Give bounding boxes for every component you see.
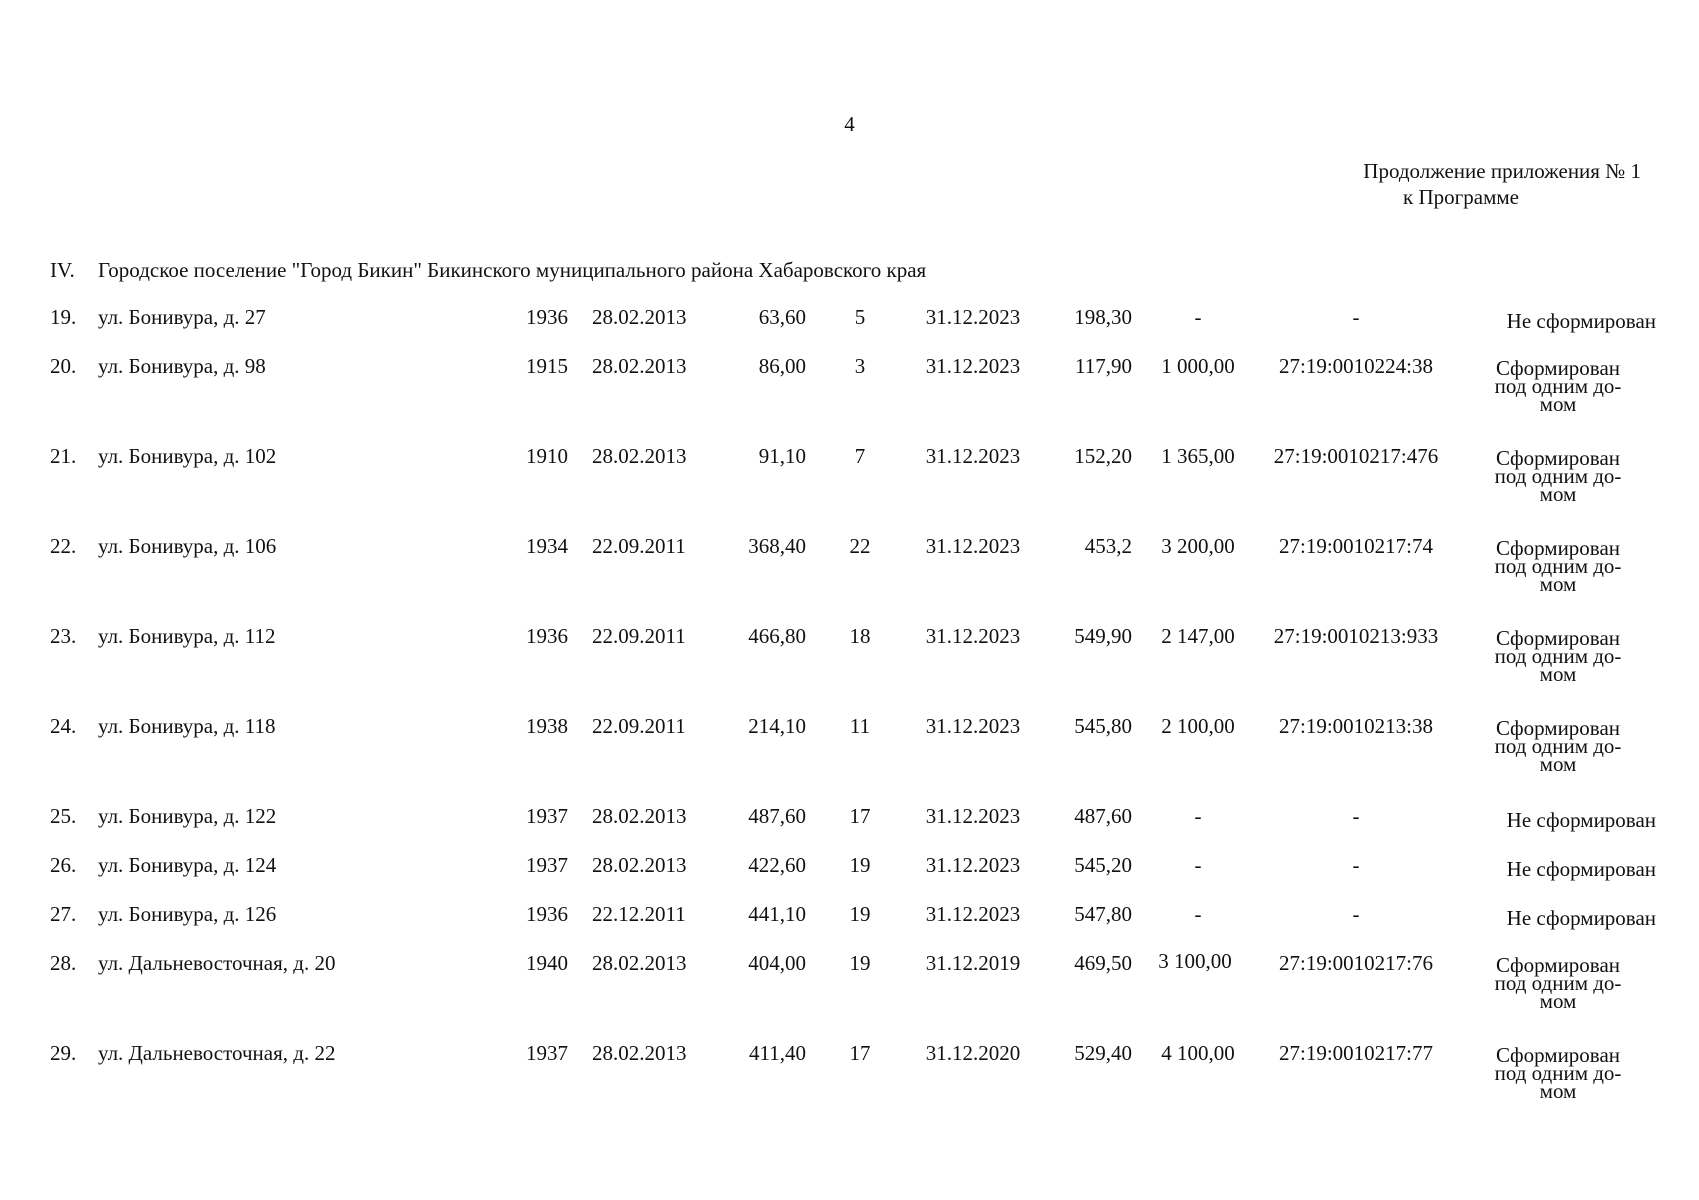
- row-address: ул. Бонивура, д. 98: [98, 354, 266, 378]
- table-row: [0, 851, 1699, 900]
- row-status: [1460, 356, 1656, 416]
- row-area: 441,10: [748, 902, 806, 926]
- row-year: 1940: [526, 951, 568, 975]
- row-date-recognized: 22.12.2011: [592, 902, 686, 926]
- row-date-recognized: 22.09.2011: [592, 714, 686, 738]
- row-cadastral-number: 27:19:0010217:77: [1278, 1041, 1433, 1065]
- row-number: 21.: [50, 444, 77, 468]
- row-status-line: под одним до-: [1494, 374, 1622, 398]
- row-total-area: 545,80: [1074, 714, 1132, 738]
- row-residents: 5: [854, 305, 866, 329]
- row-status-line: мом: [1539, 752, 1577, 776]
- row-year: 1937: [526, 1041, 568, 1065]
- table-row: [0, 712, 1699, 802]
- row-cadastral-number: 27:19:0010213:38: [1278, 714, 1433, 738]
- row-residents: 19: [849, 902, 871, 926]
- row-total-area: 545,20: [1074, 853, 1132, 877]
- row-status: [1460, 310, 1656, 332]
- row-year: 1936: [526, 624, 568, 648]
- row-status-line: Сформирован: [1495, 536, 1621, 560]
- row-cadastral-number: -: [1352, 902, 1360, 926]
- row-residents: 19: [849, 853, 871, 877]
- row-status-line: под одним до-: [1494, 644, 1622, 668]
- row-status: [1460, 1043, 1656, 1103]
- row-address: ул. Бонивура, д. 124: [98, 853, 277, 877]
- row-date-recognized: 28.02.2013: [592, 1041, 687, 1065]
- row-residents: 22: [849, 534, 871, 558]
- row-address: ул. Бонивура, д. 102: [98, 444, 277, 468]
- row-address: ул. Бонивура, д. 126: [98, 902, 277, 926]
- row-date-planned: 31.12.2023: [925, 714, 1021, 738]
- row-cadastral-number: 27:19:0010224:38: [1278, 354, 1433, 378]
- row-land-area: 2 147,00: [1161, 624, 1235, 648]
- row-land-area: 1 365,00: [1161, 444, 1235, 468]
- row-year: 1934: [526, 534, 568, 558]
- appendix-line-1: Продолжение приложения № 1: [1363, 159, 1641, 183]
- row-status: [1460, 446, 1656, 506]
- row-date-recognized: 28.02.2013: [592, 444, 687, 468]
- row-land-area: -: [1194, 305, 1202, 329]
- row-total-area: 469,50: [1074, 951, 1132, 975]
- row-status: [1460, 809, 1656, 831]
- row-total-area: 529,40: [1074, 1041, 1132, 1065]
- row-total-area: 198,30: [1074, 305, 1132, 329]
- row-status: [1460, 716, 1656, 776]
- row-date-planned: 31.12.2023: [925, 902, 1021, 926]
- row-date-recognized: 28.02.2013: [592, 305, 687, 329]
- row-cadastral-number: 27:19:0010217:76: [1278, 951, 1433, 975]
- row-area: 404,00: [748, 951, 806, 975]
- table-row: [0, 532, 1699, 622]
- row-total-area: 487,60: [1074, 804, 1132, 828]
- table-row: [0, 802, 1699, 851]
- row-address: ул. Бонивура, д. 106: [98, 534, 277, 558]
- row-year: 1910: [526, 444, 568, 468]
- row-area: 411,40: [749, 1041, 806, 1065]
- row-date-recognized: 22.09.2011: [592, 534, 686, 558]
- row-status: [1460, 536, 1656, 596]
- table-row: [0, 622, 1699, 712]
- table-row: [0, 949, 1699, 1039]
- row-status-line: Сформирован: [1495, 626, 1621, 650]
- row-status-line: мом: [1539, 572, 1577, 596]
- row-year: 1915: [526, 354, 568, 378]
- appendix-line-2: к Программе: [1403, 185, 1519, 209]
- row-land-area: 2 100,00: [1161, 714, 1235, 738]
- row-date-planned: 31.12.2019: [925, 951, 1021, 975]
- row-area: 214,10: [748, 714, 806, 738]
- table-row: [0, 900, 1699, 949]
- housing-table: [0, 303, 1699, 1129]
- row-status-line: Не сформирован: [1506, 309, 1656, 333]
- row-area: 86,00: [758, 354, 806, 378]
- appendix-header: [1281, 158, 1641, 210]
- row-land-area: -: [1194, 853, 1202, 877]
- row-area: 368,40: [748, 534, 806, 558]
- row-land-area: 3 100,00: [1158, 949, 1232, 973]
- row-address: ул. Дальневосточная, д. 22: [98, 1041, 336, 1065]
- row-date-planned: 31.12.2020: [925, 1041, 1021, 1065]
- row-number: 19.: [50, 305, 77, 329]
- row-number: 28.: [50, 951, 77, 975]
- row-date-recognized: 28.02.2013: [592, 951, 687, 975]
- row-status-line: под одним до-: [1494, 554, 1622, 578]
- row-status: [1460, 953, 1656, 1013]
- row-date-planned: 31.12.2023: [925, 305, 1021, 329]
- row-status-line: Сформирован: [1495, 953, 1621, 977]
- row-status-line: Сформирован: [1495, 716, 1621, 740]
- row-date-planned: 31.12.2023: [925, 804, 1021, 828]
- row-status-line: мом: [1539, 662, 1577, 686]
- row-total-area: 117,90: [1075, 354, 1132, 378]
- row-residents: 3: [854, 354, 866, 378]
- row-residents: 11: [849, 714, 871, 738]
- row-area: 63,60: [758, 305, 806, 329]
- row-number: 24.: [50, 714, 77, 738]
- row-total-area: 453,2: [1084, 534, 1132, 558]
- row-number: 22.: [50, 534, 77, 558]
- section-number: IV.: [50, 258, 75, 282]
- row-date-recognized: 22.09.2011: [592, 624, 686, 648]
- row-cadastral-number: -: [1352, 804, 1360, 828]
- row-date-recognized: 28.02.2013: [592, 853, 687, 877]
- row-total-area: 152,20: [1074, 444, 1132, 468]
- row-number: 29.: [50, 1041, 77, 1065]
- row-land-area: 3 200,00: [1161, 534, 1235, 558]
- row-cadastral-number: 27:19:0010213:933: [1273, 624, 1439, 648]
- row-residents: 7: [854, 444, 866, 468]
- row-cadastral-number: -: [1352, 853, 1360, 877]
- row-status-line: Не сформирован: [1506, 906, 1656, 930]
- row-date-planned: 31.12.2023: [925, 444, 1021, 468]
- row-area: 466,80: [748, 624, 806, 648]
- row-status-line: Сформирован: [1495, 446, 1621, 470]
- row-number: 23.: [50, 624, 77, 648]
- row-date-recognized: 28.02.2013: [592, 354, 687, 378]
- row-address: ул. Бонивура, д. 112: [98, 624, 276, 648]
- row-residents: 17: [849, 804, 871, 828]
- row-year: 1937: [526, 804, 568, 828]
- row-status-line: Сформирован: [1495, 1043, 1621, 1067]
- row-area: 91,10: [758, 444, 806, 468]
- row-cadastral-number: 27:19:0010217:476: [1273, 444, 1439, 468]
- row-total-area: 549,90: [1074, 624, 1132, 648]
- row-number: 26.: [50, 853, 77, 877]
- table-row: [0, 442, 1699, 532]
- row-total-area: 547,80: [1074, 902, 1132, 926]
- page-number: 4: [844, 112, 855, 136]
- row-status-line: Не сформирован: [1506, 857, 1656, 881]
- row-date-recognized: 28.02.2013: [592, 804, 687, 828]
- row-land-area: 4 100,00: [1161, 1041, 1235, 1065]
- row-cadastral-number: -: [1352, 305, 1360, 329]
- row-status-line: под одним до-: [1494, 464, 1622, 488]
- row-status-line: под одним до-: [1494, 1061, 1622, 1085]
- row-year: 1937: [526, 853, 568, 877]
- row-land-area: -: [1194, 804, 1202, 828]
- table-row: [0, 303, 1699, 352]
- table-row: [0, 352, 1699, 442]
- row-land-area: -: [1194, 902, 1202, 926]
- row-address: ул. Бонивура, д. 118: [98, 714, 276, 738]
- row-status-line: Сформирован: [1495, 356, 1621, 380]
- section-title: Городское поселение "Город Бикин" Бикинского муниципального района Хабаровского края: [98, 258, 927, 282]
- row-status: [1460, 858, 1656, 880]
- row-status-line: под одним до-: [1494, 971, 1622, 995]
- row-number: 20.: [50, 354, 77, 378]
- row-area: 422,60: [748, 853, 806, 877]
- table-row: [0, 1039, 1699, 1129]
- row-residents: 19: [849, 951, 871, 975]
- row-cadastral-number: 27:19:0010217:74: [1278, 534, 1433, 558]
- section-heading: [50, 258, 926, 283]
- row-status-line: мом: [1539, 392, 1577, 416]
- row-status-line: мом: [1539, 482, 1577, 506]
- row-status: [1460, 626, 1656, 686]
- row-year: 1936: [526, 902, 568, 926]
- row-address: ул. Дальневосточная, д. 20: [98, 951, 336, 975]
- row-date-planned: 31.12.2023: [925, 534, 1021, 558]
- row-area: 487,60: [748, 804, 806, 828]
- row-land-area: 1 000,00: [1161, 354, 1235, 378]
- row-residents: 18: [849, 624, 871, 648]
- row-date-planned: 31.12.2023: [925, 354, 1021, 378]
- row-date-planned: 31.12.2023: [925, 624, 1021, 648]
- row-status-line: под одним до-: [1494, 734, 1622, 758]
- row-status: [1460, 907, 1656, 929]
- row-number: 27.: [50, 902, 77, 926]
- row-number: 25.: [50, 804, 77, 828]
- row-status-line: мом: [1539, 989, 1577, 1013]
- row-address: ул. Бонивура, д. 27: [98, 305, 266, 329]
- row-status-line: Не сформирован: [1506, 808, 1656, 832]
- row-date-planned: 31.12.2023: [925, 853, 1021, 877]
- row-status-line: мом: [1539, 1079, 1577, 1103]
- row-residents: 17: [849, 1041, 871, 1065]
- row-year: 1936: [526, 305, 568, 329]
- row-address: ул. Бонивура, д. 122: [98, 804, 277, 828]
- row-year: 1938: [526, 714, 568, 738]
